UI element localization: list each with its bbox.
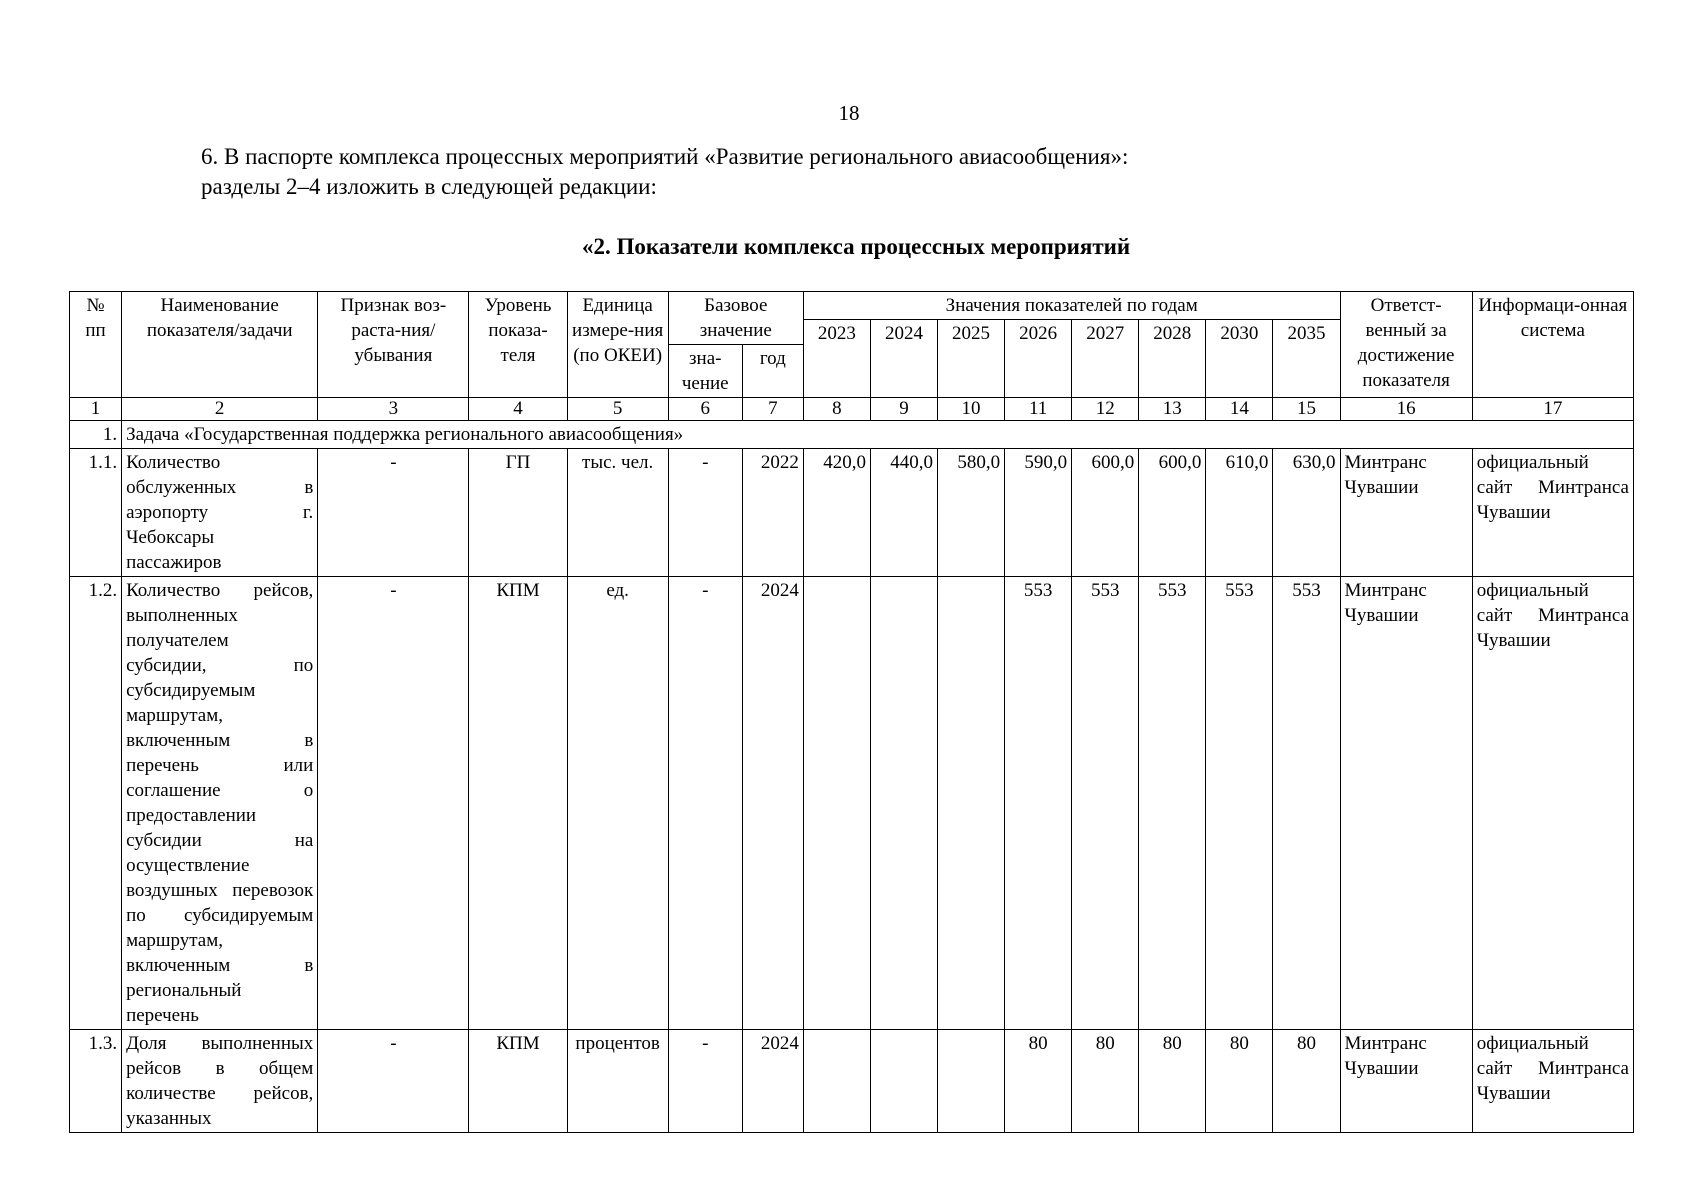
row-number: 1.3. <box>70 1030 122 1133</box>
year-value <box>803 577 870 1030</box>
header-year: 2026 <box>1005 320 1072 398</box>
year-value: 80 <box>1273 1030 1340 1133</box>
info-system: официальный сайт Минтранса Чувашии <box>1472 449 1633 577</box>
year-value: 553 <box>1206 577 1273 1030</box>
column-number: 8 <box>803 398 870 421</box>
table-row <box>70 449 1634 577</box>
column-number: 13 <box>1139 398 1206 421</box>
year-value: 80 <box>1206 1030 1273 1133</box>
year-value: 590,0 <box>1005 449 1072 577</box>
info-system: официальный сайт Минтранса Чувашии <box>1472 1030 1633 1133</box>
year-value: 80 <box>1139 1030 1206 1133</box>
year-value: 553 <box>1139 577 1206 1030</box>
year-value: 610,0 <box>1206 449 1273 577</box>
header-info: Информаци-онная система <box>1472 292 1633 398</box>
year-value <box>938 577 1005 1030</box>
intro-paragraph <box>201 142 1128 202</box>
year-value <box>870 1030 937 1133</box>
intro-line-2: разделы 2–4 изложить в следующей редакции: <box>201 174 657 199</box>
year-value: 80 <box>1005 1030 1072 1133</box>
responsible: Минтранс Чувашии <box>1340 577 1472 1030</box>
base-year: 2022 <box>742 449 803 577</box>
indicator-name: Доля выполненных рейсов в общем количестве рейсов, указанных <box>122 1030 318 1133</box>
indicator-sign: - <box>318 577 469 1030</box>
year-value: 80 <box>1072 1030 1139 1133</box>
indicator-unit: процентов <box>567 1030 668 1133</box>
year-value: 420,0 <box>803 449 870 577</box>
header-row-1 <box>70 292 1634 320</box>
indicator-name: Количество обслуженных в аэропорту г. Чебоксары пассажиров <box>122 449 318 577</box>
info-system: официальный сайт Минтранса Чувашии <box>1472 577 1633 1030</box>
year-value <box>938 1030 1005 1133</box>
year-value: 553 <box>1072 577 1139 1030</box>
column-number: 2 <box>122 398 318 421</box>
header-year: 2030 <box>1206 320 1273 398</box>
column-number: 11 <box>1005 398 1072 421</box>
intro-line-1: 6. В паспорте комплекса процессных мероприятий «Развитие регионального авиасообщения»: <box>201 144 1129 169</box>
row-number: 1.1. <box>70 449 122 577</box>
column-numbers-row <box>70 398 1634 421</box>
column-number: 10 <box>938 398 1005 421</box>
base-year: 2024 <box>742 1030 803 1133</box>
year-value <box>803 1030 870 1133</box>
year-value: 630,0 <box>1273 449 1340 577</box>
header-year: 2024 <box>870 320 937 398</box>
task-number: 1. <box>70 421 122 449</box>
column-number: 14 <box>1206 398 1273 421</box>
section-heading: «2. Показатели комплекса процессных мероприятий <box>582 234 1131 259</box>
column-number: 4 <box>469 398 567 421</box>
header-year: 2028 <box>1139 320 1206 398</box>
header-year: 2035 <box>1273 320 1340 398</box>
header-unit: Единица измере-ния (по ОКЕИ) <box>567 292 668 398</box>
base-value: - <box>668 577 742 1030</box>
header-level: Уровень показа-теля <box>469 292 567 398</box>
page-number: 18 <box>838 101 860 125</box>
column-number: 12 <box>1072 398 1139 421</box>
table-row <box>70 1030 1634 1133</box>
header-years-group: Значения показателей по годам <box>803 292 1340 320</box>
base-value: - <box>668 1030 742 1133</box>
column-number: 1 <box>70 398 122 421</box>
year-value: 440,0 <box>870 449 937 577</box>
column-number: 6 <box>668 398 742 421</box>
indicator-sign: - <box>318 1030 469 1133</box>
responsible: Минтранс Чувашии <box>1340 449 1472 577</box>
column-number: 15 <box>1273 398 1340 421</box>
indicators-table <box>69 291 1634 1133</box>
header-year: 2027 <box>1072 320 1139 398</box>
column-number: 16 <box>1340 398 1472 421</box>
year-value: 600,0 <box>1072 449 1139 577</box>
task-text: Задача «Государственная поддержка регионального авиасообщения» <box>122 421 1634 449</box>
header-responsible: Ответст-венный за достижение показателя <box>1340 292 1472 398</box>
base-year: 2024 <box>742 577 803 1030</box>
indicator-unit: ед. <box>567 577 668 1030</box>
year-value: 553 <box>1273 577 1340 1030</box>
indicator-name: Количество рейсов, выполненных получателем субсидии, по субсидируемым маршрутам, включенным в перечень или соглашение о предоставлении субсидии на осуществление воздушных перевозок по субсидируемым маршрутам, включенным в региональный перечень <box>122 577 318 1030</box>
column-number: 5 <box>567 398 668 421</box>
indicator-level: КПМ <box>469 1030 567 1133</box>
indicator-level: ГП <box>469 449 567 577</box>
header-year: 2023 <box>803 320 870 398</box>
year-value: 600,0 <box>1139 449 1206 577</box>
header-base: Базовое значение <box>668 292 803 345</box>
task-row <box>70 421 1634 449</box>
column-number: 3 <box>318 398 469 421</box>
row-number: 1.2. <box>70 577 122 1030</box>
header-no: № пп <box>70 292 122 398</box>
responsible: Минтранс Чувашии <box>1340 1030 1472 1133</box>
year-value: 580,0 <box>938 449 1005 577</box>
header-base-year: год <box>742 345 803 398</box>
column-number: 17 <box>1472 398 1633 421</box>
column-number: 7 <box>742 398 803 421</box>
table-row <box>70 577 1634 1030</box>
year-value <box>870 577 937 1030</box>
header-year: 2025 <box>938 320 1005 398</box>
indicator-unit: тыс. чел. <box>567 449 668 577</box>
indicator-sign: - <box>318 449 469 577</box>
column-number: 9 <box>870 398 937 421</box>
base-value: - <box>668 449 742 577</box>
indicator-level: КПМ <box>469 577 567 1030</box>
header-name: Наименование показателя/задачи <box>122 292 318 398</box>
header-base-value: зна-чение <box>668 345 742 398</box>
header-sign: Признак воз-раста-ния/убывания <box>318 292 469 398</box>
year-value: 553 <box>1005 577 1072 1030</box>
